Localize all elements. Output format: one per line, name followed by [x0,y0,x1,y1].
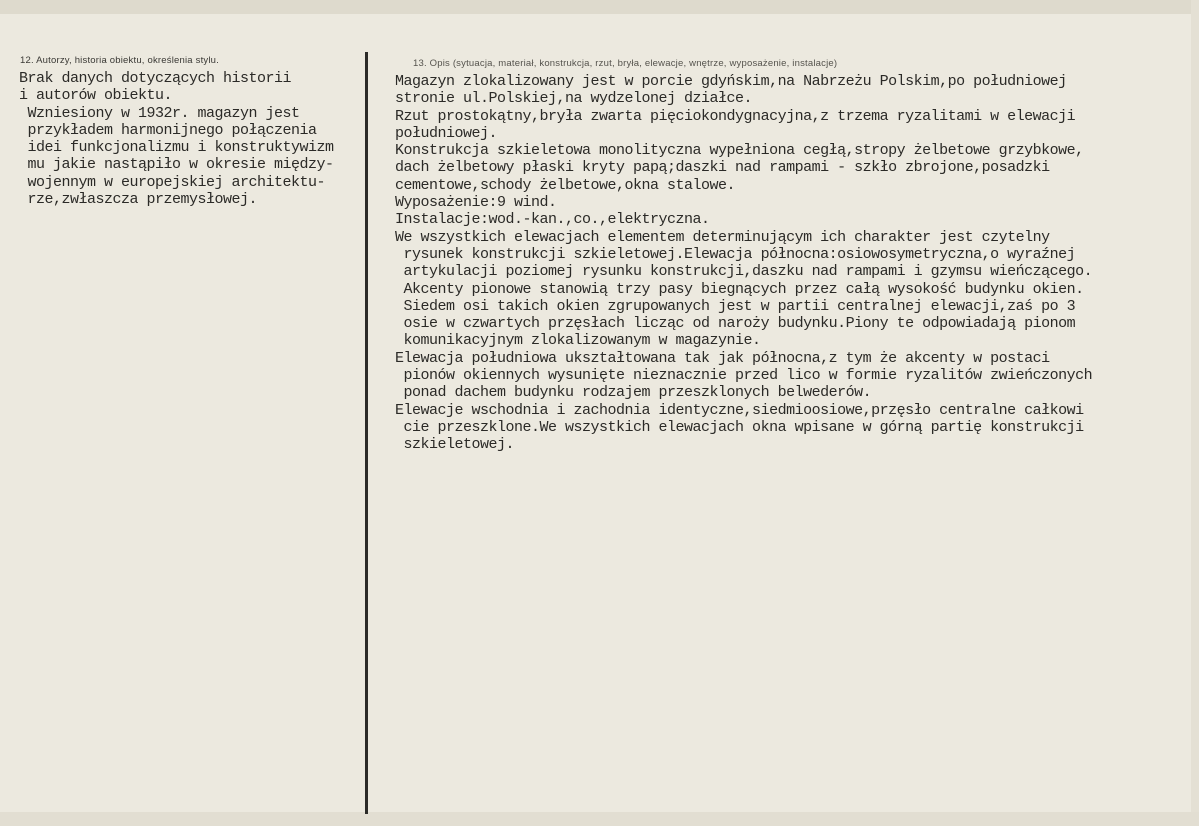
column-divider [365,52,368,814]
description-text-line: artykulacji poziomej rysunku konstrukcji,daszku nad rampami i gzymsu wieńczącego. [395,263,1093,281]
description-text-line: Elewacje wschodnia i zachodnia identyczne,siedmioosiowe,przęsło centralne całkowi [395,401,1084,419]
history-text-line: rze,zwłaszcza przemysłowej. [19,191,258,209]
description-text-line: pionów okiennych wysunięte nieznacznie przed lico w formie ryzalitów zwieńczonych [395,367,1093,385]
description-text-line: ponad dachem budynku rodzajem przeszklonych belwederów. [395,384,872,402]
history-text-block [19,70,334,208]
section-13-header: 13. Opis (sytuacja, materiał, konstrukcja, rzut, bryła, elewacje, wnętrze, wyposażenie, instalacje) [413,58,838,69]
description-text-line: stronie ul.Polskiej,na wydzelonej działce. [395,90,753,108]
description-text-line: cie przeszklone.We wszystkich elewacjach okna wpisane w górną partię konstrukcji [395,418,1084,436]
description-text-line: dach żelbetowy płaski kryty papą;daszki nad rampami - szkło zbrojone,posadzki [395,159,1050,177]
history-text-line: Brak danych dotyczących historii [19,70,292,87]
description-text-line: osie w czwartych przęsłach licząc od naroży budynku.Piony te odpowiadają pionom [395,315,1076,333]
description-text-line: Magazyn zlokalizowany jest w porcie gdyńskim,na Nabrzeżu Polskim,po południowej [395,73,1067,90]
description-text-line: południowej. [395,124,498,142]
description-text-block [395,73,1092,454]
description-text-line: Instalacje:wod.-kan.,co.,elektryczna. [395,211,710,229]
description-text-line: Rzut prostokątny,bryła zwarta pięciokondygnacyjna,z trzema ryzalitami w elewacji [395,107,1076,125]
card-top-edge [0,0,1199,14]
description-text-line: szkieletowej. [395,436,515,454]
history-text-line: przykładem harmonijnego połączenia [19,121,317,139]
history-text-line: mu jakie nastąpiło w okresie między- [19,156,334,174]
history-text-line: wojennym w europejskiej architektu- [19,173,326,191]
description-text-line: rysunek konstrukcji szkieletowej.Elewacja północna:osiowosymetryczna,o wyraźnej [395,245,1076,263]
section-12-header: 12. Autorzy, historia obiektu, określenia stylu. [20,55,219,66]
description-text-line: Wyposażenie:9 wind. [395,194,557,212]
card-right-edge [1191,0,1199,826]
description-text-line: Elewacja południowa ukształtowana tak jak północna,z tym że akcenty w postaci [395,349,1050,367]
description-text-line: Konstrukcja szkieletowa monolityczna wypełniona cegłą,stropy żelbetowe grzybkowe, [395,142,1084,160]
description-text-line: We wszystkich elewacjach elementem determinującym ich charakter jest czytelny [395,228,1050,246]
description-text-line: komunikacyjnym zlokalizowanym w magazynie. [395,332,761,350]
history-text-line: i autorów obiektu. [19,87,173,105]
description-text-line: Akcenty pionowe stanowią trzy pasy biegnących przez całą wysokość budynku okien. [395,280,1084,298]
history-text-line: idei funkcjonalizmu i konstruktywizm [19,139,334,157]
history-text-line: Wzniesiony w 1932r. magazyn jest [19,104,300,122]
description-text-line: Siedem osi takich okien zgrupowanych jest w partii centralnej elewacji,zaś po 3 [395,297,1076,315]
card-bottom-edge [0,812,1199,826]
description-text-line: cementowe,schody żelbetowe,okna stalowe. [395,176,736,194]
